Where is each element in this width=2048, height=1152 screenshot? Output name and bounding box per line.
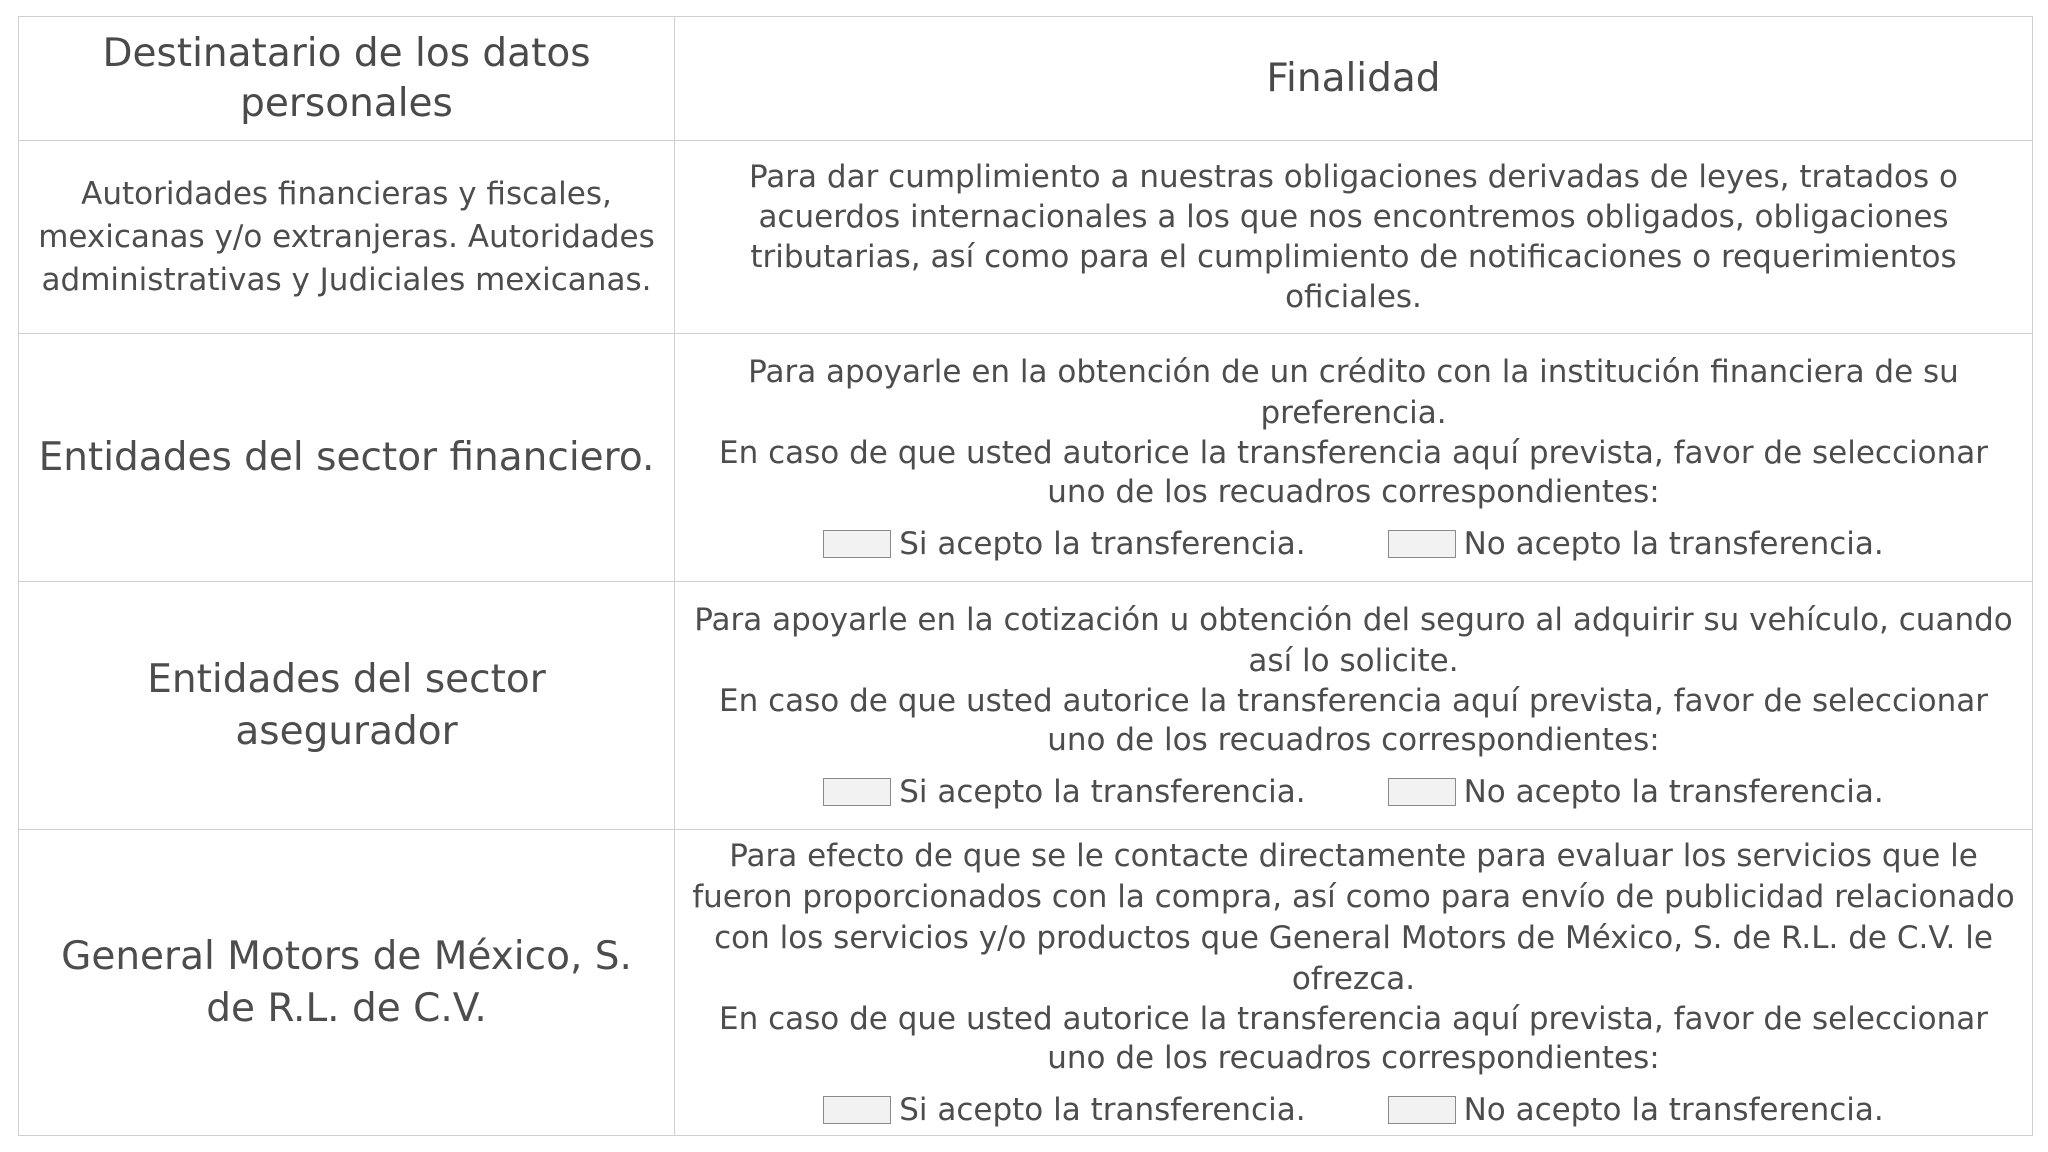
accept-option (823, 772, 1305, 812)
recipient-cell: General Motors de México, S. de R.L. de C.V. (19, 830, 675, 1136)
consent-options (689, 524, 2018, 564)
accept-label: Si acepto la transferencia. (899, 773, 1306, 810)
consent-prompt: En caso de que usted autorice la transferencia aquí prevista, favor de seleccionar uno de los recuadros correspondientes: (718, 434, 1988, 510)
purpose-cell (675, 830, 2033, 1136)
data-transfer-table (18, 16, 2033, 1136)
accept-label: Si acepto la transferencia. (899, 1091, 1306, 1128)
reject-option (1388, 524, 1884, 564)
reject-option (1388, 1090, 1884, 1130)
reject-checkbox[interactable] (1388, 530, 1456, 558)
table-row (19, 334, 2033, 582)
accept-checkbox[interactable] (823, 778, 891, 806)
purpose-cell (675, 582, 2033, 830)
recipient-cell: Autoridades financieras y fiscales, mexicanas y/o extranjeras. Autoridades administrativas y Judiciales mexicanas. (19, 141, 675, 334)
accept-checkbox[interactable] (823, 530, 891, 558)
recipient-cell: Entidades del sector financiero. (19, 334, 675, 582)
table-header-row (19, 17, 2033, 141)
table-row (19, 830, 2033, 1136)
purpose-text: Para apoyarle en la cotización u obtención del seguro al adquirir su vehículo, cuando así lo solicite. (694, 601, 2013, 679)
purpose-cell: Para dar cumplimiento a nuestras obligaciones derivadas de leyes, tratados o acuerdos internacionales a los que nos encontremos obligados, obligaciones tributarias, así como para el cumplimiento de notificaciones o requerimientos oficiales. (675, 141, 2033, 334)
accept-option (823, 1090, 1305, 1130)
accept-checkbox[interactable] (823, 1096, 891, 1124)
consent-options (689, 1090, 2018, 1130)
consent-prompt: En caso de que usted autorice la transferencia aquí prevista, favor de seleccionar uno de los recuadros correspondientes: (718, 682, 1988, 758)
purpose-cell (675, 334, 2033, 582)
reject-option (1388, 772, 1884, 812)
accept-option (823, 524, 1305, 564)
reject-checkbox[interactable] (1388, 1096, 1456, 1124)
table-row (19, 582, 2033, 830)
reject-label: No acepto la transferencia. (1463, 773, 1884, 810)
consent-prompt: En caso de que usted autorice la transferencia aquí prevista, favor de seleccionar uno de los recuadros correspondientes: (718, 1000, 1988, 1076)
reject-label: No acepto la transferencia. (1463, 525, 1884, 562)
reject-label: No acepto la transferencia. (1463, 1091, 1884, 1128)
reject-checkbox[interactable] (1388, 778, 1456, 806)
header-recipient: Destinatario de los datos personales (19, 17, 675, 141)
purpose-text: Para apoyarle en la obtención de un crédito con la institución financiera de su preferencia. (748, 353, 1959, 431)
table-row (19, 141, 2033, 334)
accept-label: Si acepto la transferencia. (899, 525, 1306, 562)
purpose-text: Para efecto de que se le contacte directamente para evaluar los servicios que le fueron proporcionados con la compra, así como para envío de publicidad relacionado con los servicios y/o productos que General Motors de México, S. de R.L. de C.V. le ofrezca. (692, 837, 2015, 997)
consent-options (689, 772, 2018, 812)
header-purpose: Finalidad (675, 17, 2033, 141)
recipient-cell: Entidades del sector asegurador (19, 582, 675, 830)
